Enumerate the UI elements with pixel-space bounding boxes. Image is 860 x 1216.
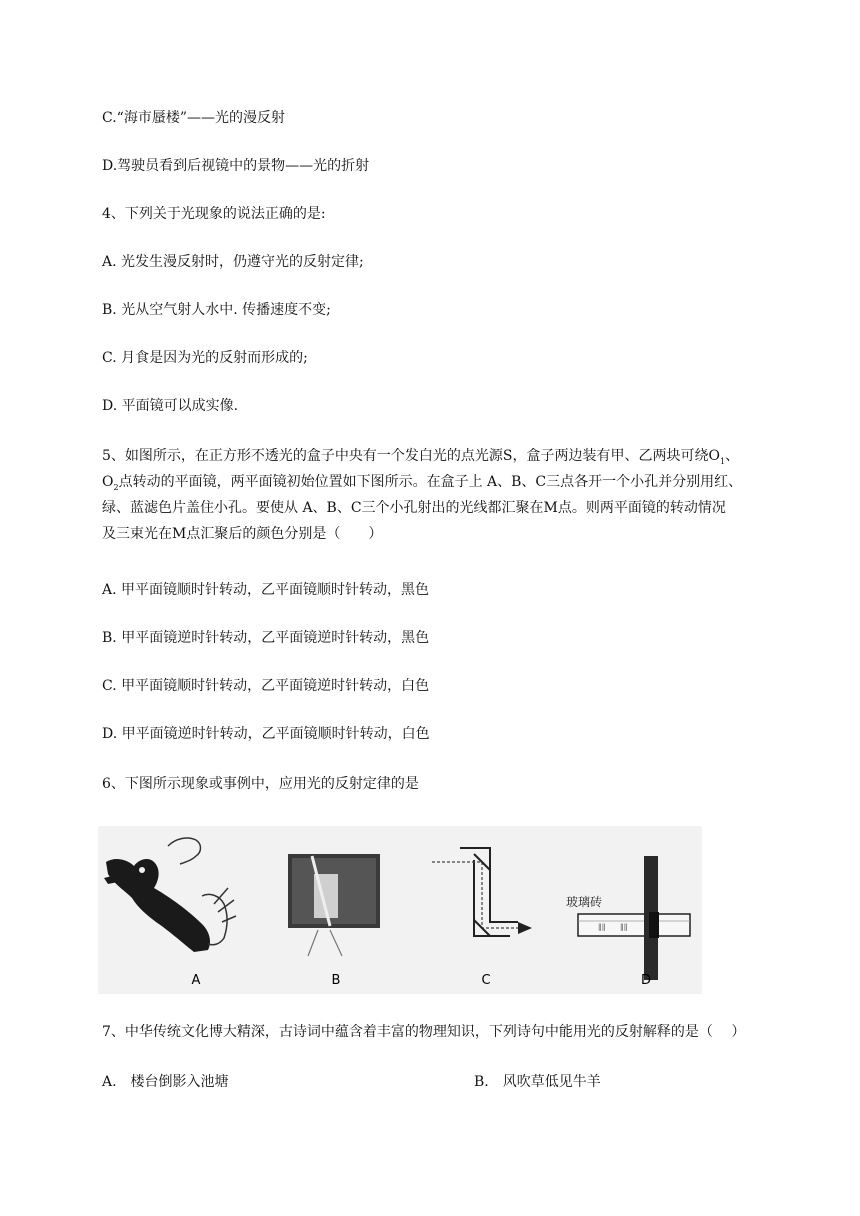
question-7-stem: 7、中华传统文化博大精深，古诗词中蕴含着丰富的物理知识，下列诗句中能用光的反射解释的是（ ） — [102, 1024, 746, 1040]
question-5-stem-line-2 — [102, 472, 742, 498]
question-5-option-c: C. 甲平面镜顺时针转动，乙平面镜逆时针转动，白色 — [102, 678, 430, 694]
question-7-option-a: A. 楼台倒影入池塘 — [102, 1074, 229, 1090]
figure-label-c: C — [481, 973, 491, 988]
q5-subscript-1: 1 — [719, 456, 726, 466]
q5-line2-o: O — [102, 474, 114, 490]
question-4-option-a: A. 光发生漫反射时，仍遵守光的反射定律; — [102, 254, 364, 270]
question-4-option-d: D. 平面镜可以成实像. — [102, 398, 239, 414]
question-7-options — [102, 1072, 601, 1092]
glass-hatch-2: ∥∥ — [620, 923, 628, 932]
question-5-option-a: A. 甲平面镜顺时针转动，乙平面镜顺时针转动，黑色 — [102, 582, 430, 598]
question-6-figure — [98, 826, 702, 994]
question-6-stem: 6、下图所示现象或事例中，应用光的反射定律的是 — [102, 776, 419, 792]
question-5-option-d: D. 甲平面镜逆时针转动，乙平面镜顺时针转动，白色 — [102, 726, 430, 742]
question-7-option-b: B. 风吹草低见牛羊 — [474, 1074, 601, 1090]
q5-line2-text: 点转动的平面镜，两平面镜初始位置如下图所示。在盒子上 A、B、C三点各开一个小孔并分别用红、 — [118, 474, 743, 490]
figure-label-b: B — [331, 973, 341, 988]
question-5-option-b: B. 甲平面镜逆时针转动，乙平面镜逆时针转动，黑色 — [102, 630, 430, 646]
option-d-line: D.驾驶员看到后视镜中的景物——光的折射 — [102, 158, 370, 174]
question-6-figure-svg — [98, 826, 702, 994]
option-c-line: C.“海市蜃楼”——光的漫反射 — [102, 110, 285, 126]
question-4-option-b: B. 光从空气射人水中. 传播速度不变; — [102, 302, 331, 318]
question-5-stem-line-3: 绿、蓝滤色片盖住小孔。要使从 A、B、C三个小孔射出的光线都汇聚在M点。则两平面镜的转动情况 — [102, 500, 726, 516]
figure-label-d: D — [640, 973, 652, 988]
question-5-stem-line-1 — [102, 446, 739, 472]
figure-label-a: A — [191, 973, 201, 988]
question-4-option-c: C. 月食是因为光的反射而形成的; — [102, 350, 308, 366]
q5-subscript-2: 2 — [113, 482, 119, 492]
question-5-stem-line-4: 及三束光在M点汇聚后的颜色分别是（ ） — [102, 526, 383, 542]
glass-brick-label: 玻璃砖 — [566, 895, 603, 909]
q5-line1-text: 5、如图所示，在正方形不透光的盒子中央有一个发白光的点光源S，盒子两边装有甲、乙两块可绕O — [102, 448, 720, 464]
question-4-stem: 4、下列关于光现象的说法正确的是: — [102, 206, 326, 222]
q5-line1-tail: 、 — [725, 448, 740, 464]
glass-hatch-1: ∥∥ — [598, 923, 606, 932]
